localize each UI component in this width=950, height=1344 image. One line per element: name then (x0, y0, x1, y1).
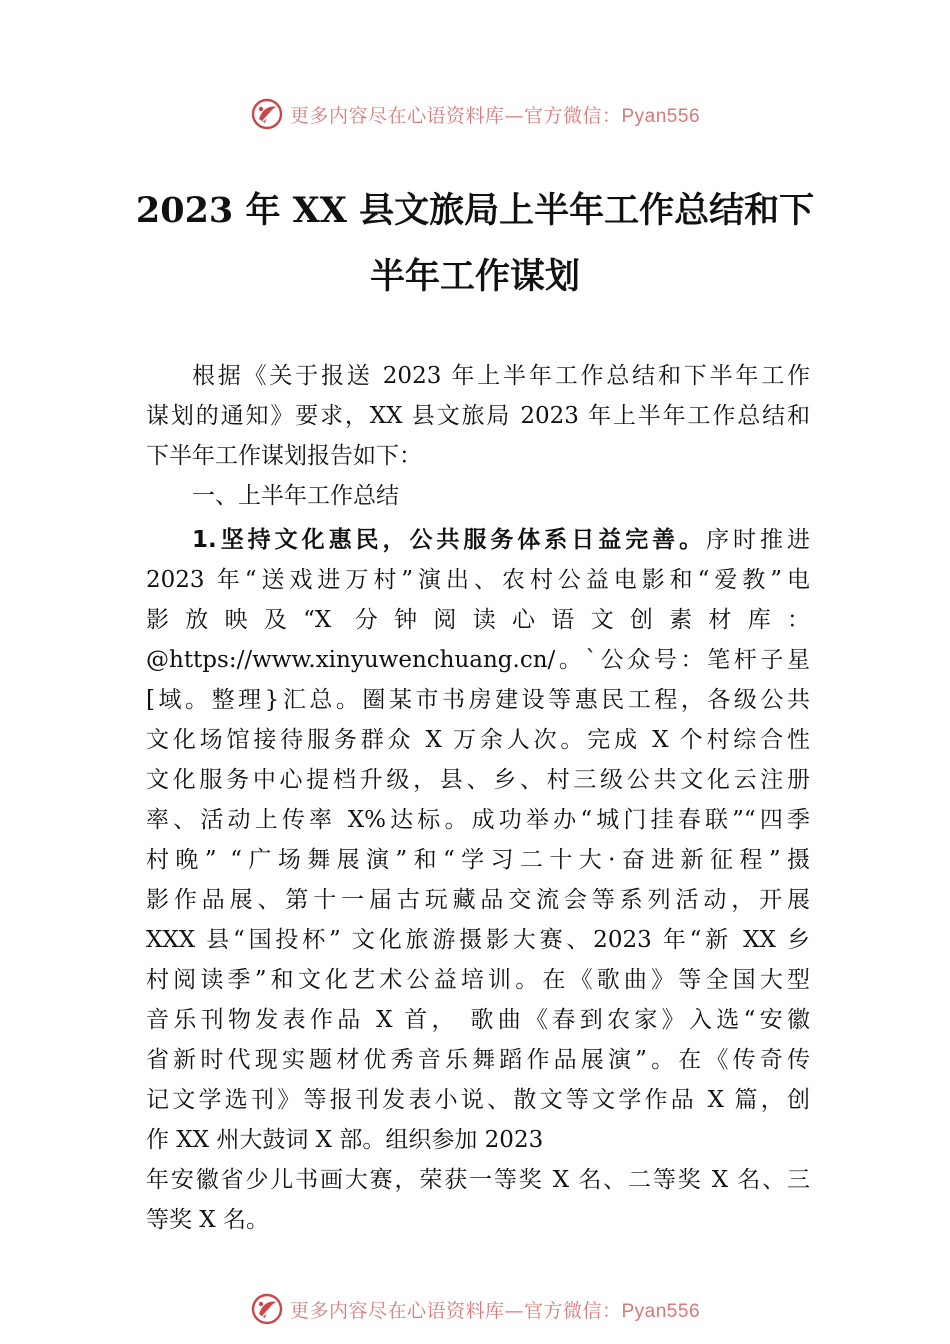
xinyu-logo-icon (250, 1292, 284, 1326)
item-1-first-text: 序时推进 (706, 527, 810, 553)
title-line-2: 半年工作谋划 (369, 256, 580, 297)
item-1-paragraph (146, 520, 810, 1240)
item-1-line: 影放映及“X 分钟阅读心语文创素材库： (146, 607, 810, 633)
intro-line: 下半年工作谋划报告如下： (146, 443, 422, 469)
intro-paragraph (146, 356, 810, 476)
item-1-heading: 1.坚持文化惠民，公共服务体系日益完善。 (192, 527, 707, 553)
watermark-text: 更多内容尽在心语资料库—官方微信：Pyan556 (289, 1299, 701, 1322)
section-heading: 一、上半年工作总结 (192, 483, 399, 509)
document-title (0, 178, 950, 310)
intro-line: 根据《关于报送 2023 年上半年工作总结和下半年工作 (192, 363, 810, 389)
item-1-line: 村晚” “广场舞展演”和“学习二十大·奋进新征程”摄 (146, 847, 810, 873)
item-1-line: 村阅读季”和文化艺术公益培训。在《歌曲》等全国大型 (146, 967, 810, 993)
item-1-line: 音乐刊物发表作品 X 首， 歌曲《春到农家》入选“安徽 (146, 1007, 810, 1033)
watermark-text: 更多内容尽在心语资料库—官方微信：Pyan556 (289, 104, 701, 127)
title-line-1: 2023 年 XX 县文旅局上半年工作总结和下 (135, 190, 815, 231)
item-1-line: [域。整理}汇总。圈某市书房建设等惠民工程，各级公共 (146, 687, 810, 713)
watermark-wechat-id: Pyan556 (621, 1300, 701, 1322)
footer-watermark (0, 1289, 950, 1329)
item-1-line: 率、活动上传率 X%达标。成功举办“城门挂春联”“四季 (146, 807, 810, 833)
header-watermark (0, 94, 950, 134)
xinyu-logo-icon (250, 97, 284, 131)
item-1-line: @https://www.xinyuwenchuang.cn/。`公众号：笔杆子星 (146, 647, 810, 673)
item-1-line: 文化服务中心提档升级，县、乡、村三级公共文化云注册 (146, 767, 810, 793)
item-1-line: 文化场馆接待服务群众 X 万余人次。完成 X 个村综合性 (146, 727, 810, 753)
item-1-line: 记文学选刊》等报刊发表小说、散文等文学作品 X 篇，创 (146, 1087, 810, 1113)
item-1-line: XXX 县“国投杯” 文化旅游摄影大赛、2023 年“新 XX 乡 (146, 927, 810, 953)
item-1-first-line (146, 520, 810, 560)
item-1-line: 省新时代现实题材优秀音乐舞蹈作品展演”。在《传奇传 (146, 1047, 810, 1073)
watermark-wechat-id: Pyan556 (621, 105, 701, 127)
item-1-line: 作 XX 州大鼓词 X 部。组织参加 2023 (146, 1127, 544, 1153)
item-1-line: 年安徽省少儿书画大赛，荣获一等奖 X 名、二等奖 X 名、三 (146, 1167, 810, 1193)
item-1-line: 2023 年“送戏进万村”演出、农村公益电影和“爱教”电 (146, 567, 810, 593)
document-body (146, 356, 810, 1240)
item-1-line: 影作品展、第十一届古玩藏品交流会等系列活动，开展 (146, 887, 810, 913)
item-1-line: 等奖 X 名。 (146, 1207, 269, 1233)
intro-line: 谋划的通知》要求，XX 县文旅局 2023 年上半年工作总结和 (146, 403, 810, 429)
